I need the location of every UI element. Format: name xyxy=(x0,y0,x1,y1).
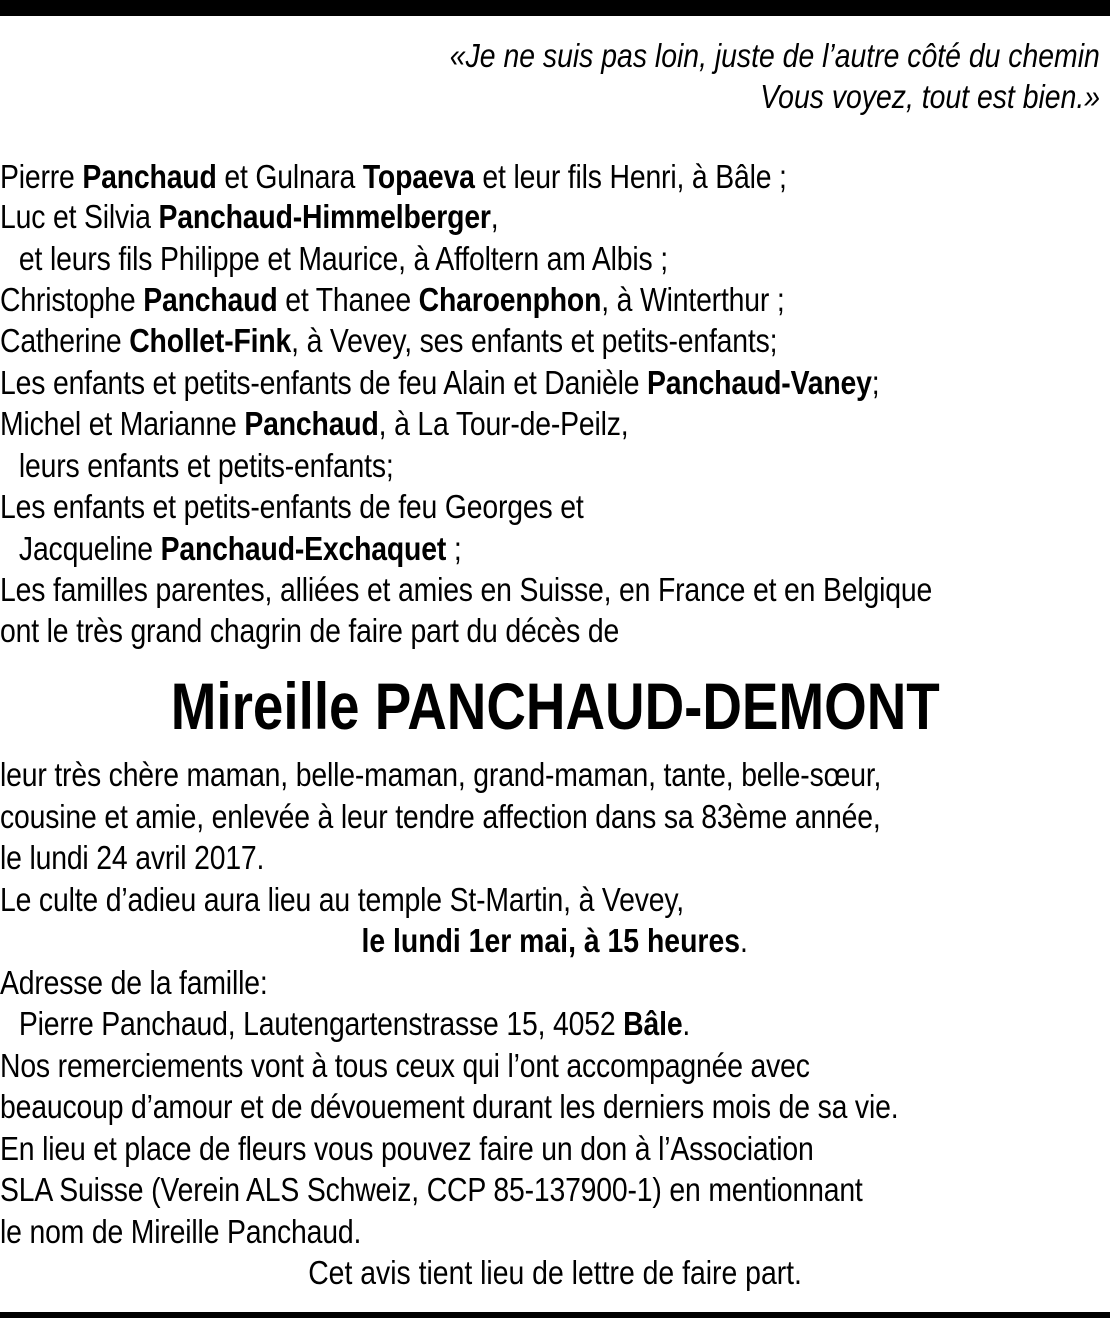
body-line-10: En lieu et place de fleurs vous pouvez faire un don à l’Association xyxy=(0,1130,814,1167)
family-line-11: Les familles parentes, alliées et amies en Suisse, en France et en Belgique xyxy=(0,571,933,608)
family-line-2: Luc et Silvia Panchaud-Himmelberger, xyxy=(0,198,499,235)
body-line-4: Le culte d’adieu aura lieu au temple St-Martin, à Vevey, xyxy=(0,881,684,918)
body-line-2: cousine et amie, enlevée à leur tendre affection dans sa 83ème année, xyxy=(0,798,881,835)
ceremony-date: le lundi 1er mai, à 15 heures. xyxy=(361,922,749,959)
family-line-6: Les enfants et petits-enfants de feu Alain et Danièle Panchaud-Vaney; xyxy=(0,364,880,401)
quote-line-2: Vous voyez, tout est bien.» xyxy=(760,78,1100,115)
top-rule xyxy=(0,0,1110,16)
body-line-3: le lundi 24 avril 2017. xyxy=(0,839,265,876)
family-address: Pierre Panchaud, Lautengartenstrasse 15, 4052 Bâle. xyxy=(18,1005,691,1042)
family-line-9: Les enfants et petits-enfants de feu Georges et xyxy=(0,488,584,525)
family-line-7: Michel et Marianne Panchaud, à La Tour-de-Peilz, xyxy=(0,405,629,442)
family-line-8: leurs enfants et petits-enfants; xyxy=(18,447,394,484)
family-line-4: Christophe Panchaud et Thanee Charoenphon, à Winterthur ; xyxy=(0,281,785,318)
body-line-12: le nom de Mireille Panchaud. xyxy=(0,1213,362,1250)
body-line-1: leur très chère maman, belle-maman, grand-maman, tante, belle-sœur, xyxy=(0,756,882,793)
bottom-rule xyxy=(0,1312,1110,1318)
family-line-1: Pierre Panchaud et Gulnara Topaeva et leur fils Henri, à Bâle ; xyxy=(0,158,787,195)
body-line-9: beaucoup d’amour et de dévouement durant les derniers mois de sa vie. xyxy=(0,1088,899,1125)
body-line-11: SLA Suisse (Verein ALS Schweiz, CCP 85-137900-1) en mentionnant xyxy=(0,1171,863,1208)
quote-line-1: «Je ne suis pas loin, juste de l’autre côté du chemin xyxy=(450,37,1100,74)
family-line-3: et leurs fils Philippe et Maurice, à Affoltern am Albis ; xyxy=(18,240,668,277)
family-line-5: Catherine Chollet-Fink, à Vevey, ses enfants et petits-enfants; xyxy=(0,322,778,359)
body-line-8: Nos remerciements vont à tous ceux qui l’ont accompagnée avec xyxy=(0,1047,810,1084)
closing-note: Cet avis tient lieu de lettre de faire part. xyxy=(308,1254,802,1291)
family-line-12: ont le très grand chagrin de faire part du décès de xyxy=(0,612,620,649)
deceased-name: Mireille PANCHAUD-DEMONT xyxy=(170,669,940,743)
body-line-6: Adresse de la famille: xyxy=(0,964,268,1001)
family-line-10: Jacqueline Panchaud-Exchaquet ; xyxy=(18,530,462,567)
